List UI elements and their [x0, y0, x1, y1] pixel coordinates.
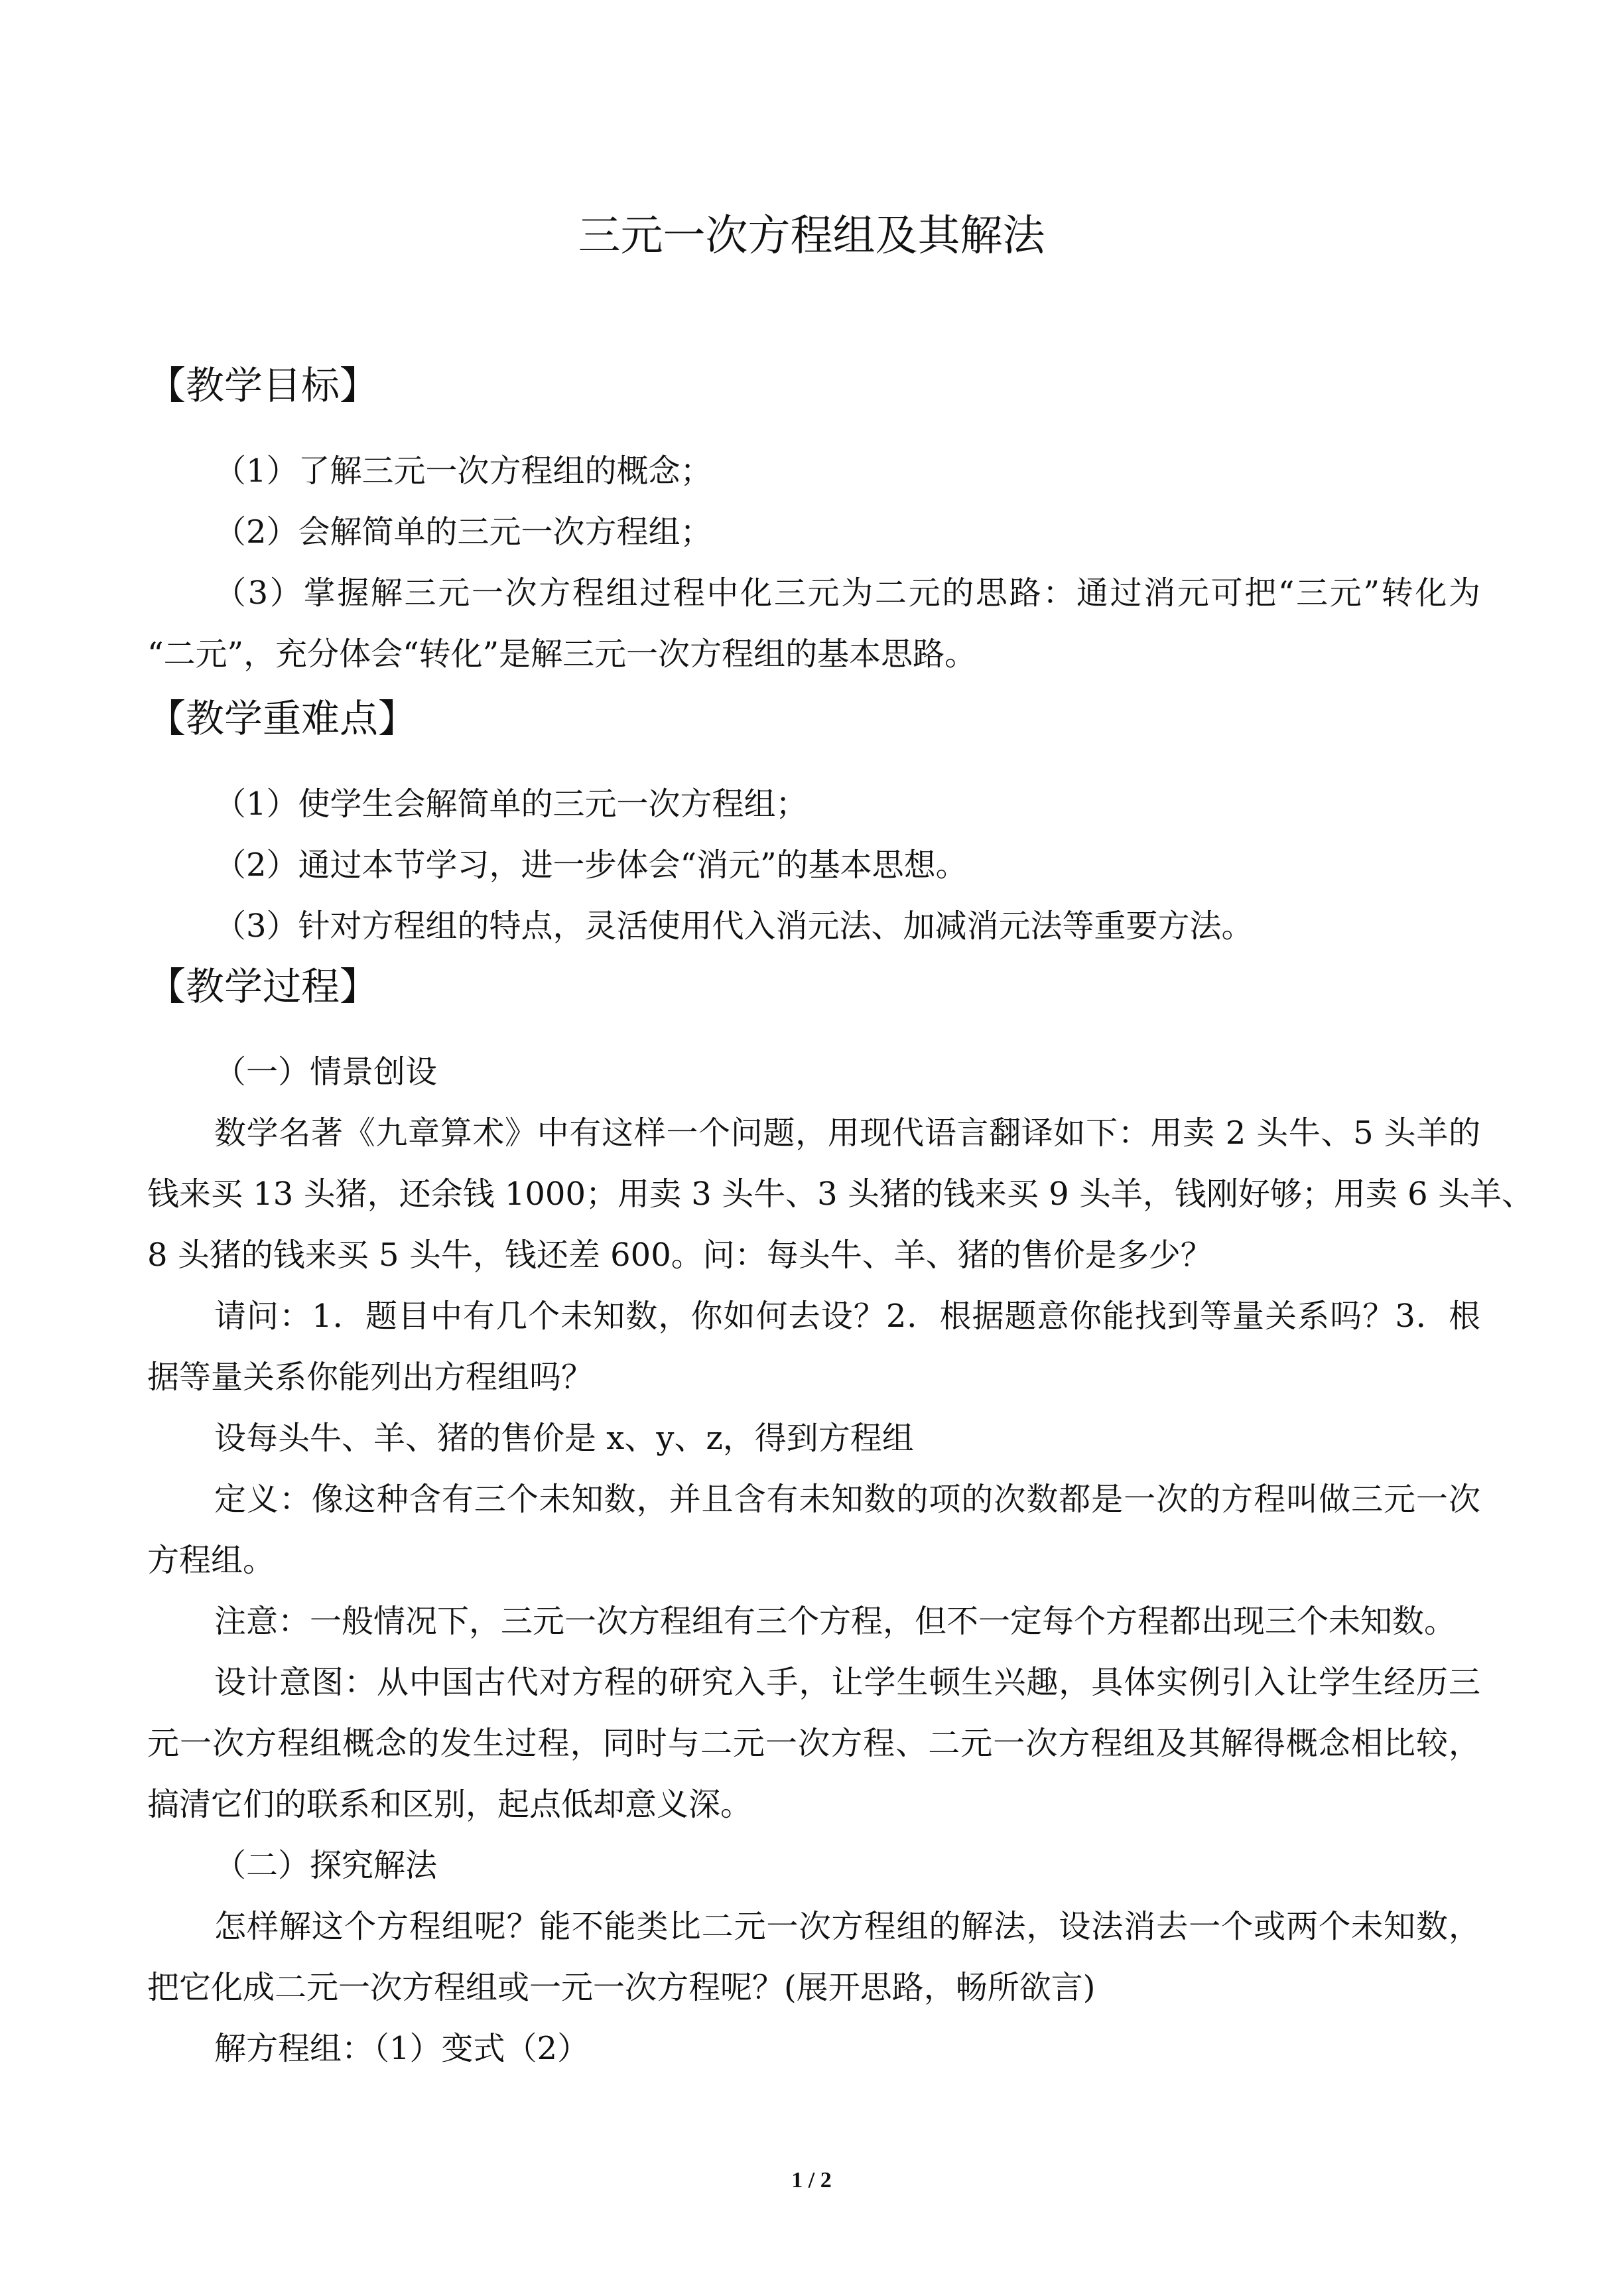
process-paragraph-line: 钱来买 13 头猪，还余钱 1000；用卖 3 头牛、3 头猪的钱来买 9 头羊，钱刚好够；用卖 6 头羊、 — [147, 1176, 1533, 1213]
section-heading-key-points: 【教学重难点】 — [147, 696, 417, 741]
key-point-item: （1）使学生会解简单的三元一次方程组； — [214, 785, 808, 823]
method-line: 怎样解这个方程组呢？能不能类比二元一次方程组的解法，设法消去一个或两个未知数， — [214, 1908, 1480, 1945]
key-point-item: （3）针对方程组的特点，灵活使用代入消元法、加减消元法等重要方法。 — [214, 908, 1254, 945]
process-paragraph-line: 数学名著《九章算术》中有这样一个问题，用现代语言翻译如下：用卖 2 头牛、5 头羊的 — [214, 1114, 1480, 1152]
key-point-item: （2）通过本节学习，进一步体会“消元”的基本思想。 — [214, 846, 968, 884]
section-heading-process: 【教学过程】 — [147, 964, 379, 1009]
objective-item: （2）会解简单的三元一次方程组； — [214, 513, 712, 551]
section-heading-objectives: 【教学目标】 — [147, 363, 379, 408]
process-subheading: （二）探究解法 — [214, 1847, 438, 1884]
definition-line: 定义：像这种含有三个未知数，并且含有未知数的项的次数都是一次的方程叫做三元一次 — [214, 1481, 1480, 1518]
process-subheading: （一）情景创设 — [214, 1053, 438, 1091]
definition-line: 方程组。 — [147, 1542, 275, 1579]
exercise-line: 解方程组：（1）变式（2） — [214, 2030, 590, 2067]
objective-item: （1）了解三元一次方程组的概念； — [214, 452, 712, 490]
method-line: 把它化成二元一次方程组或一元一次方程呢？(展开思路，畅所欲言) — [147, 1969, 1096, 2006]
design-intent-line: 搞清它们的联系和区别，起点低却意义深。 — [147, 1786, 753, 1823]
process-paragraph-line: 8 头猪的钱来买 5 头牛，钱还差 600。问：每头牛、羊、猪的售价是多少？ — [147, 1237, 1212, 1274]
objective-item: （3）掌握解三元一次方程组过程中化三元为二元的思路：通过消元可把“三元”转化为 — [214, 574, 1480, 612]
note-line: 注意：一般情况下，三元一次方程组有三个方程，但不一定每个方程都出现三个未知数。 — [214, 1603, 1457, 1640]
question-line: 请问：1．题目中有几个未知数，你如何去设？2．根据题意你能找到等量关系吗？3．根 — [214, 1298, 1480, 1335]
objective-continuation: “二元”，充分体会“转化”是解三元一次方程组的基本思路。 — [147, 636, 977, 673]
document-title: 三元一次方程组及其解法 — [578, 212, 1045, 261]
question-line: 据等量关系你能列出方程组吗？ — [147, 1359, 594, 1396]
page-number: 1 / 2 — [791, 2168, 832, 2193]
design-intent-line: 元一次方程组概念的发生过程，同时与二元一次方程、二元一次方程组及其解得概念相比较， — [147, 1725, 1480, 1762]
design-intent-line: 设计意图：从中国古代对方程的研究入手，让学生顿生兴趣，具体实例引入让学生经历三 — [214, 1664, 1480, 1701]
assumption-line: 设每头牛、羊、猪的售价是 x、y、z，得到方程组 — [214, 1420, 914, 1457]
